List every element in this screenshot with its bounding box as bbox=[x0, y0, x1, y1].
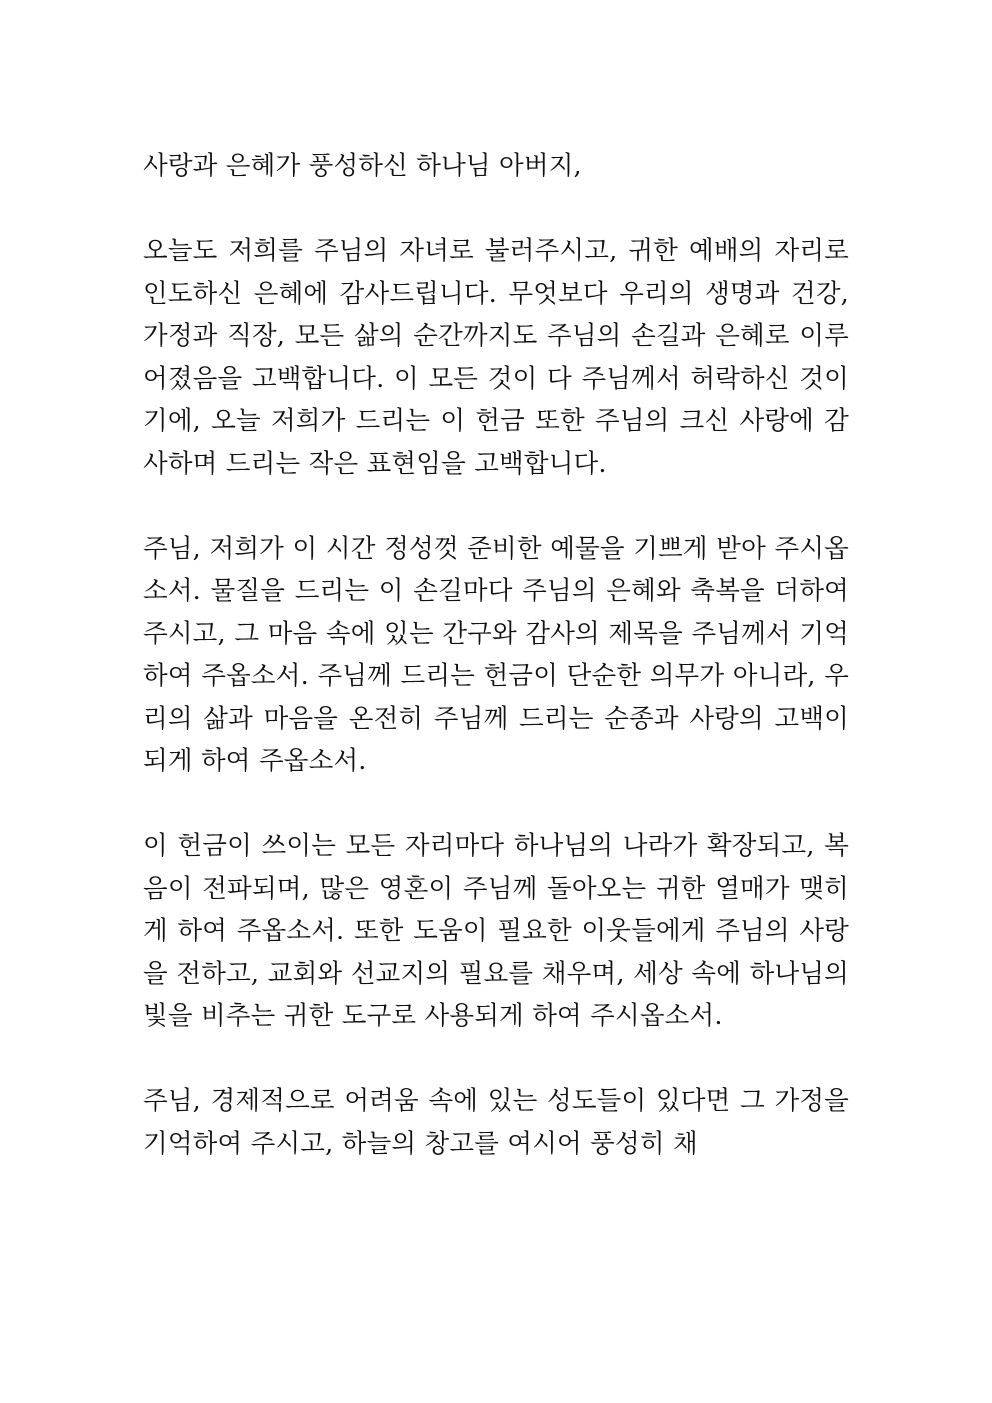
paragraph-1: 오늘도 저희를 주님의 자녀로 불러주시고, 귀한 예배의 자리로 인도하신 은혜에 감사드립니다. 무엇보다 우리의 생명과 건강, 가정과 직장, 모든 삶의 순간까지도 주님의 손길과 은혜로 이루어졌음을 고백합니다. 이 모든 것이 다 주님께서 허락하신 것이기에, 오늘 저희가 드리는 이 헌금 또한 주님의 크신 사랑에 감사하며 드리는 작은 표현임을 고백합니다. bbox=[143, 236, 849, 479]
paragraph-4: 주님, 경제적으로 어려움 속에 있는 성도들이 있다면 그 가정을 기억하여 주시고, 하늘의 창고를 여시어 풍성히 채 bbox=[143, 1086, 849, 1159]
paragraph-2: 주님, 저희가 이 시간 정성껏 준비한 예물을 기쁘게 받아 주시옵소서. 물질을 드리는 이 손길마다 주님의 은혜와 축복을 더하여 주시고, 그 마음 속에 있는 간구와 감사의 제목을 주님께서 기억하여 주옵소서. 주님께 드리는 헌금이 단순한 의무가 아니라, 우리의 삶과 마음을 온전히 주님께 드리는 순종과 사랑의 고백이 되게 하여 주옵소서. bbox=[143, 533, 849, 776]
greeting-line: 사랑과 은혜가 풍성하신 하나님 아버지, bbox=[143, 151, 582, 181]
prayer-text bbox=[143, 145, 849, 1208]
paragraph-3: 이 헌금이 쓰이는 모든 자리마다 하나님의 나라가 확장되고, 복음이 전파되며, 많은 영혼이 주님께 돌아오는 귀한 열매가 맺히게 하여 주옵소서. 또한 도움이 필요한 이웃들에게 주님의 사랑을 전하고, 교회와 선교지의 필요를 채우며, 세상 속에 하나님의 빛을 비추는 귀한 도구로 사용되게 하여 주시옵소서. bbox=[143, 831, 849, 1031]
